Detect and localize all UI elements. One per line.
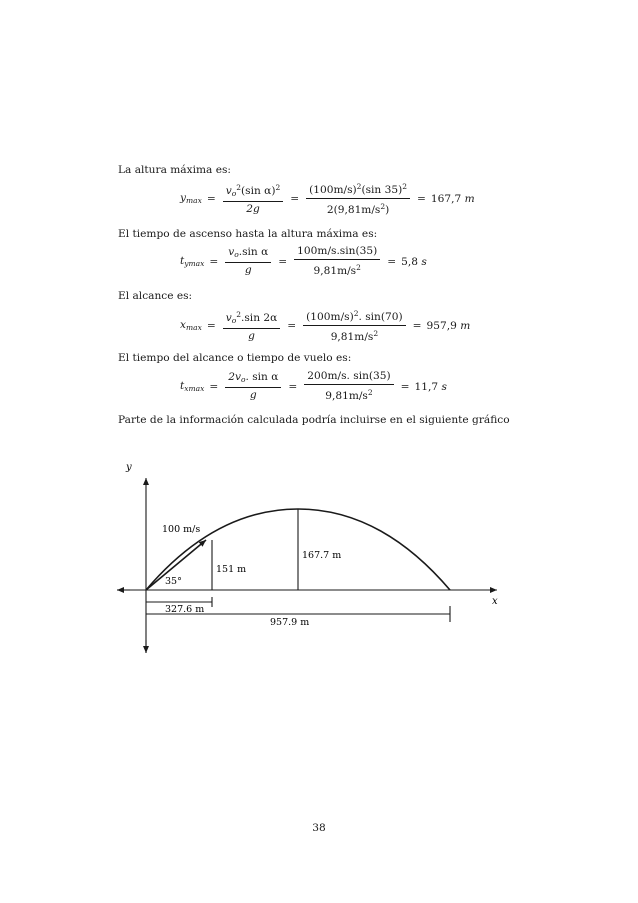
y-axis-label: y xyxy=(126,462,132,473)
paragraph-graph-intro: Parte de la información calculada podría incluirse en el siguiente gráfico xyxy=(118,414,510,426)
eq1-result: 167,7 xyxy=(430,192,462,205)
eq1-lhs: $y_{max}$ xyxy=(180,192,202,205)
eq2-fraction-symbolic: $\frac{v_o.\sin \alpha}{g}$ xyxy=(225,246,271,277)
eq2-fraction-numeric: $\frac{100m/s.\sin(35)}{9,81m/s^2}$ xyxy=(294,245,380,278)
eq4-fraction-numeric: $\frac{200m/s. \sin(35)}{9,81m/s^2}$ xyxy=(304,370,393,403)
equation-flight-time: $t_{xmax}$ = $\frac{2v_o. \sin \alpha}{g}$ = $\frac{200m/s. \sin(35)}{9,81m/s^2}$ = 11,7 s xyxy=(180,370,447,402)
eq2-lhs: $t_{ymax}$ xyxy=(180,255,205,268)
dist-full-label: 957.9 m xyxy=(270,617,310,628)
paragraph-flight-time: El tiempo del alcance o tiempo de vuelo es: xyxy=(118,352,352,364)
equation-range: $x_{max}$ = $\frac{v_o^2.\sin 2\alpha}{g}$ = $\frac{(100m/s)^2. \sin(70)}{9,81m/s^2}$ = 957,9 m xyxy=(180,309,471,343)
angle-label: 35° xyxy=(165,576,182,587)
eq3-fraction-symbolic: $\frac{v_o^2.\sin 2\alpha}{g}$ xyxy=(223,308,281,343)
eq3-lhs: $x_{max}$ xyxy=(180,319,202,332)
paragraph-ascent-time: El tiempo de ascenso hasta la altura máxima es: xyxy=(118,228,378,240)
eq4-fraction-symbolic: $\frac{2v_o. \sin \alpha}{g}$ xyxy=(225,371,281,402)
eq4-lhs: $t_{xmax}$ xyxy=(180,380,205,393)
eq3-unit: m xyxy=(460,319,471,332)
eq4-result: 11,7 xyxy=(414,380,439,393)
equation-max-height: $y_{max}$ = $\frac{v_o^2(\sin \alpha)^2}{2g}$ = $\frac{(100m/s)^2(\sin 35)^2}{2(9,81m/s^2)}$ = 167,7 m xyxy=(180,182,475,216)
dist-half-label: 327.6 m xyxy=(165,604,205,615)
eq1-unit: m xyxy=(464,192,475,205)
height-max-label: 167.7 m xyxy=(302,550,342,561)
x-axis-label: x xyxy=(492,596,498,607)
eq1-fraction-symbolic: $\frac{v_o^2(\sin \alpha)^2}{2g}$ xyxy=(223,181,284,216)
paragraph-max-height: La altura máxima es: xyxy=(118,164,231,176)
eq3-fraction-numeric: $\frac{(100m/s)^2. \sin(70)}{9,81m/s^2}$ xyxy=(303,307,405,344)
paragraph-range: El alcance es: xyxy=(118,290,193,302)
eq1-fraction-numeric: $\frac{(100m/s)^2(\sin 35)^2}{2(9,81m/s^2)}$ xyxy=(306,180,410,217)
eq4-unit: s xyxy=(441,380,447,393)
equation-ascent-time: $t_{ymax}$ = $\frac{v_o.\sin \alpha}{g}$ = $\frac{100m/s.\sin(35)}{9,81m/s^2}$ = 5,8 s xyxy=(180,245,427,277)
velocity-label: 100 m/s xyxy=(162,524,201,535)
page-number: 38 xyxy=(312,822,326,834)
eq2-result: 5,8 xyxy=(401,255,418,268)
eq3-result: 957,9 xyxy=(426,319,457,332)
height-151-label: 151 m xyxy=(216,564,247,575)
eq2-unit: s xyxy=(421,255,427,268)
